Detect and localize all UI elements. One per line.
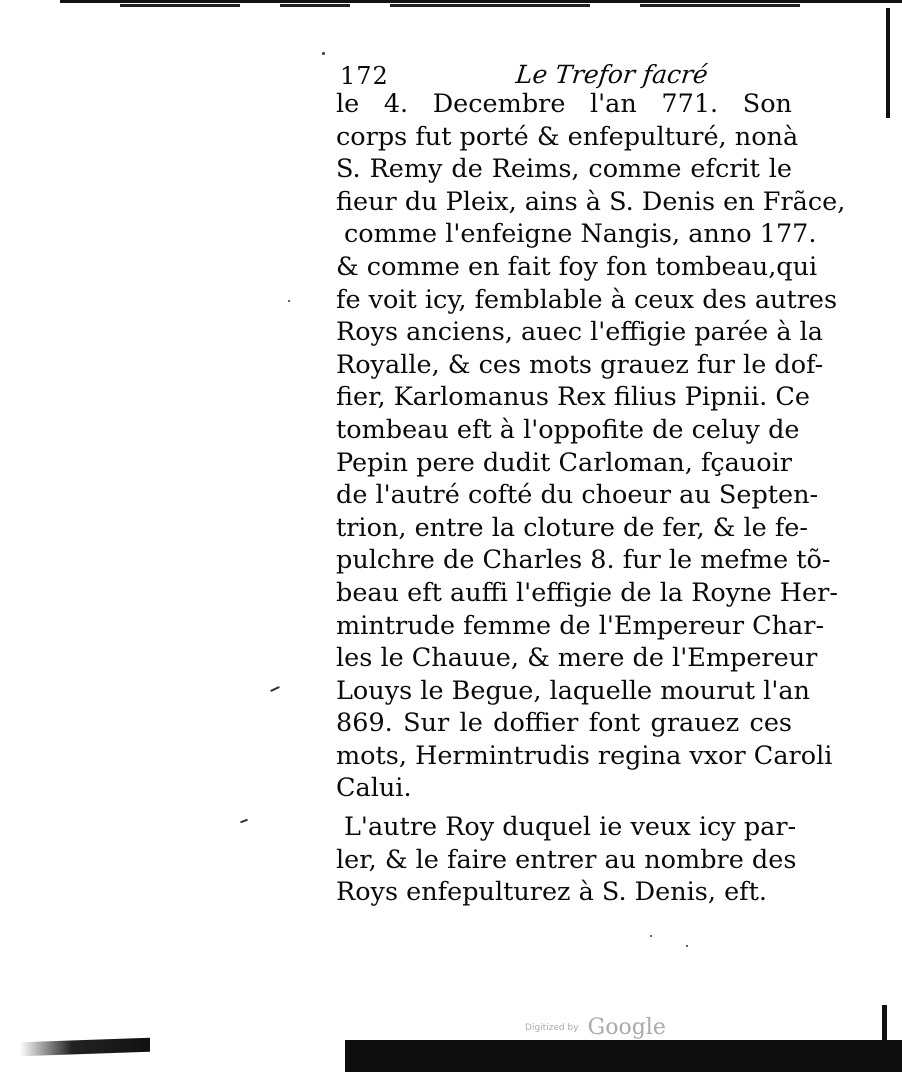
text-line: Pepin pere dudit Carloman, fçauoir: [336, 447, 792, 478]
text-line: mintrude femme de l'Empereur Char-: [336, 610, 825, 641]
scan-speck: [270, 686, 280, 692]
scan-bottom-edge: [345, 1040, 902, 1072]
text-line: de l'autré cofté du choeur au Septen-: [336, 480, 819, 511]
body-text: [336, 88, 846, 909]
text-line: beau eft auffi l'effigie de la Royne Her-: [336, 577, 838, 608]
running-head: Le Trefor facré: [514, 60, 710, 89]
text-line: 869. Sur le doffier font grauez ces: [336, 708, 792, 739]
text-line: fier, Karlomanus Rex filius Pipnii. Ce: [336, 382, 810, 413]
text-line: corps fut porté & enfepulturé, nonà: [336, 121, 799, 152]
text-line: Royalle, & ces mots grauez fur le dof-: [336, 349, 824, 380]
text-line: trion, entre la cloture de fer, & le fe-: [336, 512, 808, 543]
watermark-prefix: Digitized by: [525, 1022, 579, 1033]
scan-speck: [240, 819, 248, 824]
scan-speck: [322, 52, 325, 55]
scan-bottom-left-edge: [20, 1038, 150, 1057]
scan-speck: [650, 935, 652, 937]
text-line: comme l'enfeigne Nangis, anno 177.: [344, 219, 817, 250]
text-line: les le Chauue, & mere de l'Empereur: [336, 643, 818, 674]
text-line: fe voit icy, femblable à ceux des autres: [336, 284, 838, 315]
text-line: Roys anciens, auec l'effigie parée à la: [336, 317, 824, 348]
scan-speck: [288, 300, 290, 302]
text-line: mots, Hermintrudis regina vxor Caroli: [336, 740, 833, 771]
text-line: pulchre de Charles 8. fur le mefme tõ-: [336, 545, 831, 576]
text-line: S. Remy de Reims, comme efcrit le: [336, 154, 792, 185]
google-logo: Google: [587, 1015, 666, 1040]
text-line: Calui.: [336, 773, 412, 804]
text-line: tombeau eft à l'oppofite de celuy de: [336, 414, 800, 445]
text-line: & comme en fait foy fon tombeau,qui: [336, 251, 818, 282]
text-line: fieur du Pleix, ains à S. Denis en Frãce,: [336, 186, 846, 217]
text-line: L'autre Roy duquel ie veux icy par-: [344, 812, 797, 843]
text-line: Roys enfepulturez à S. Denis, eft.: [336, 877, 767, 908]
text-line: le 4. Decembre l'an 771. Son: [336, 89, 792, 119]
page-number: 172: [340, 62, 389, 90]
page-edge-right: [886, 8, 890, 118]
text-line: Louys le Begue, laquelle mourut l'an: [336, 675, 810, 706]
text-line: ler, & le faire entrer au nombre des: [336, 844, 797, 875]
digitized-watermark: [525, 1015, 666, 1040]
scan-top-edge: [60, 0, 902, 14]
scan-speck: [686, 945, 688, 947]
